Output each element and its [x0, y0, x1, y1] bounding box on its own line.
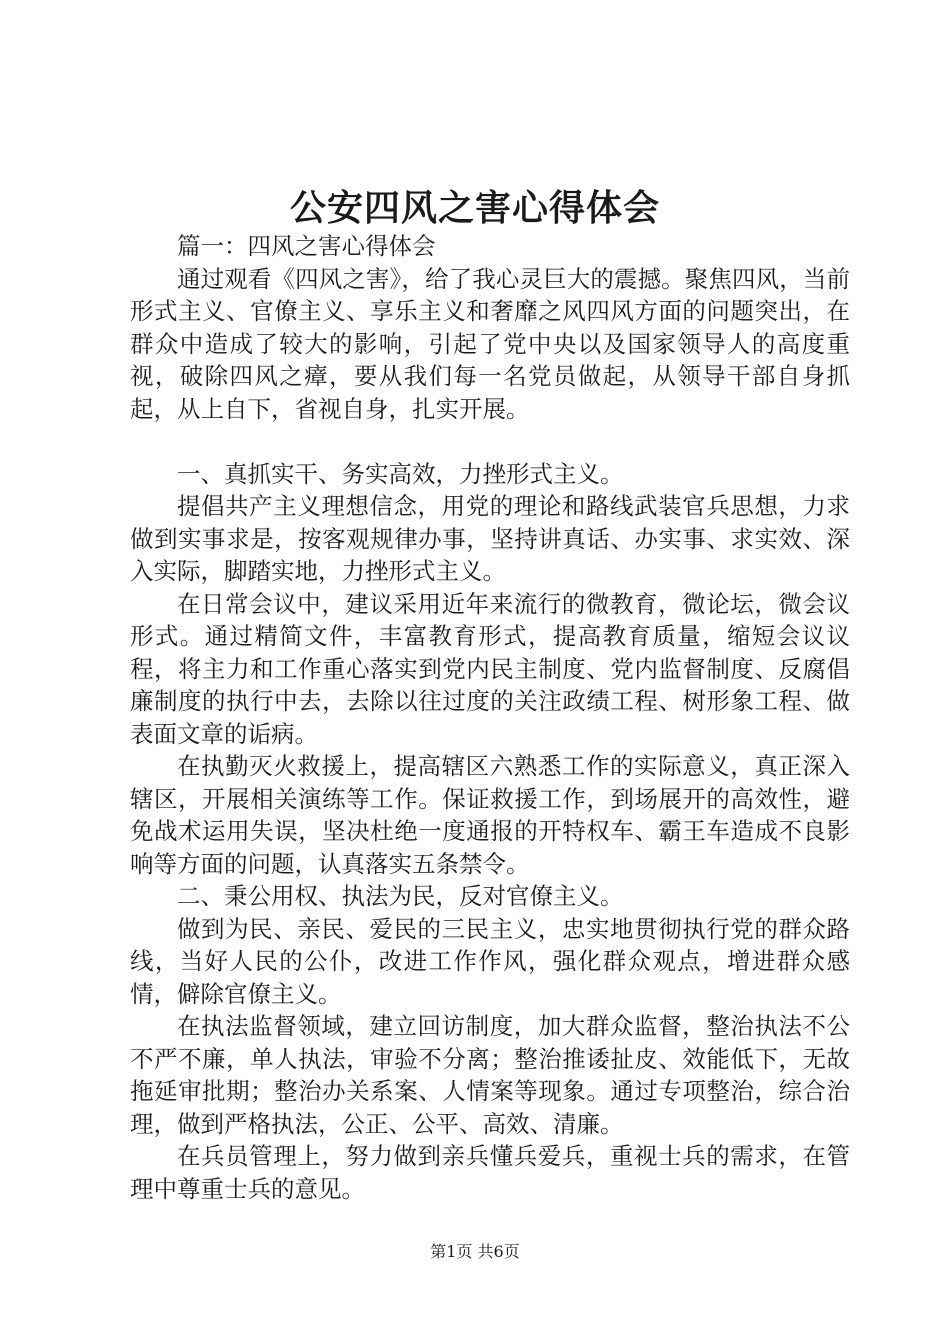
- page-title: 公安四风之害心得体会: [289, 187, 660, 229]
- section-heading: 篇一：四风之害心得体会: [177, 232, 436, 260]
- paragraph: 在日常会议中，建议采用近年来流行的微教育，微论坛，微会议形式。通过精简文件，丰富教育形式，提高教育质量，缩短会议议程，将主力和工作重心落实到党内民主制度、党内监督制度、反腐倡廉制度的执行中去，去除以往过度的关注政绩工程、树形象工程、做表面文章的诟病。: [130, 589, 850, 748]
- paragraph: 通过观看《四风之害》，给了我心灵巨大的震撼。聚焦四风，当前形式主义、官僚主义、享乐主义和奢靡之风四风方面的问题突出，在群众中造成了较大的影响，引起了党中央以及国家领导人的高度重视，破除四风之瘴，要从我们每一名党员做起，从领导干部自身抓起，从上自下，省视自身，扎实开展。: [130, 264, 850, 423]
- paragraph: 在执法监督领域，建立回访制度，加大群众监督，整治执法不公不严不廉，单人执法，审验不分离；整治推诿扯皮、效能低下，无故拖延审批期；整治办关系案、人情案等现象。通过专项整治，综合治理，做到严格执法，公正、公平、高效、清廉。: [130, 1012, 850, 1138]
- document-body: [130, 230, 850, 1205]
- paragraph: 做到为民、亲民、爱民的三民主义，忠实地贯彻执行党的群众路线，当好人民的公仆，改进工作作风，强化群众观点，增进群众感情，僻除官僚主义。: [130, 914, 850, 1008]
- paragraph: 在兵员管理上，努力做到亲兵懂兵爱兵，重视士兵的需求，在管理中尊重士兵的意见。: [130, 1142, 850, 1203]
- subsection-heading: 一、真抓实干、务实高效，力挫形式主义。: [177, 459, 624, 488]
- page-number-footer: 第1页 共6页: [430, 1242, 520, 1261]
- paragraph: 在执勤灭火救援上，提高辖区六熟悉工作的实际意义，真正深入辖区，开展相关演练等工作。保证救援工作，到场展开的高效性，避免战术运用失误，坚决杜绝一度通报的开特权车、霸王车造成不良影响等方面的问题，认真落实五条禁令。: [130, 752, 850, 878]
- subsection-heading: 二、秉公用权、执法为民，反对官僚主义。: [177, 882, 624, 910]
- paragraph: 提倡共产主义理想信念，用党的理论和路线武装官兵思想，力求做到实事求是，按客观规律办事，坚持讲真话、办实事、求实效、深入实际，脚踏实地，力挫形式主义。: [130, 492, 850, 585]
